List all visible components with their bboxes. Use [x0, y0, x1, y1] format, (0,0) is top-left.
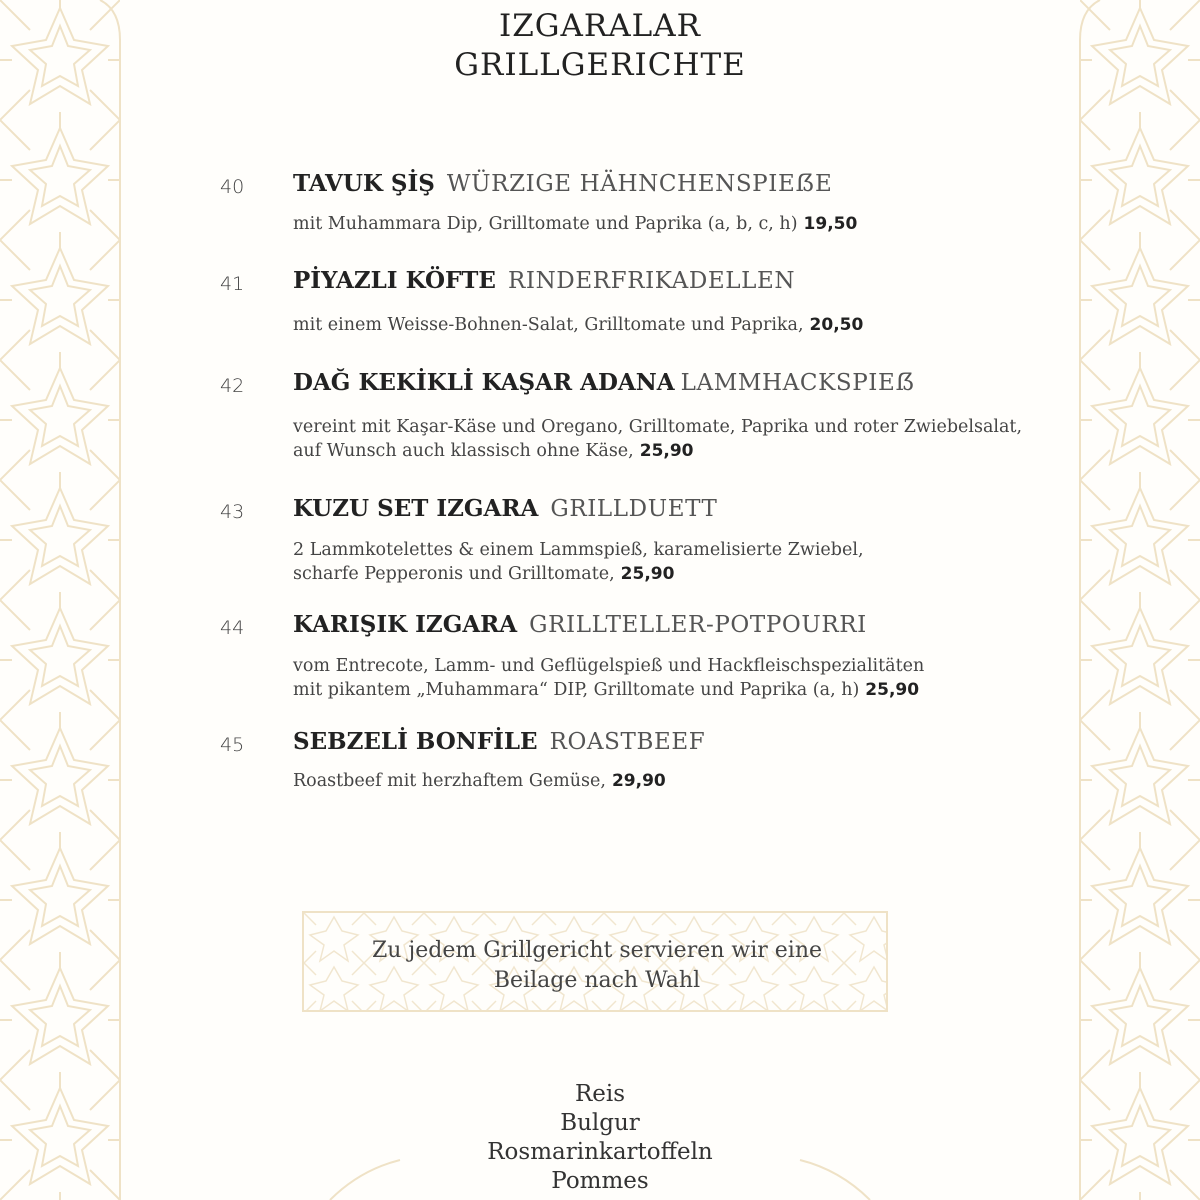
- item-name-turkish: KARIŞIK IZGARA: [293, 611, 518, 638]
- item-number: 40: [220, 176, 245, 198]
- item-description: [293, 313, 863, 337]
- item-name-turkish: TAVUK ŞİŞ: [293, 170, 435, 197]
- pattern-left-icon: [0, 0, 120, 1200]
- item-desc-line1: mit Muhammara Dip, Grilltomate und Paprika (a, b, c, h): [293, 214, 798, 234]
- item-name-german: LAMMHACKSPIEẞ: [680, 370, 916, 396]
- item-price: 20,50: [809, 315, 864, 335]
- item-number: 42: [220, 375, 245, 397]
- item-desc-line1: Roastbeef mit herzhaftem Gemüse,: [293, 771, 606, 791]
- item-desc-line2: auf Wunsch auch klassisch ohne Käse,: [293, 441, 634, 461]
- item-desc-line1: mit einem Weisse-Bohnen-Salat, Grilltomate und Paprika,: [293, 315, 804, 335]
- item-desc-line2-wrap: [293, 678, 924, 702]
- item-name-german: RINDERFRIKADELLEN: [507, 268, 796, 294]
- ornament-right: [1080, 0, 1200, 1200]
- pattern-right-icon: [1080, 0, 1200, 1200]
- side-dish-item: Bulgur: [560, 1110, 640, 1136]
- side-dish-item: Reis: [574, 1081, 626, 1107]
- item-name-german: WÜRZIGE HÄHNCHENSPIEẞE: [446, 171, 833, 197]
- item-title: [293, 369, 915, 396]
- item-name-turkish: PİYAZLI KÖFTE: [293, 267, 496, 294]
- item-title: [293, 170, 832, 197]
- item-title: [293, 611, 867, 638]
- item-number: 45: [220, 734, 245, 756]
- item-description: [293, 538, 864, 586]
- note-line1: Zu jedem Grillgericht servieren wir eine: [371, 938, 823, 963]
- side-dish-note: [302, 911, 888, 1012]
- item-name-german: GRILLDUETT: [550, 496, 718, 522]
- side-dish-item: Rosmarinkartoffeln: [487, 1139, 713, 1165]
- page-title-turkish: IZGARALAR: [499, 8, 701, 44]
- item-description: [293, 212, 857, 236]
- item-name-turkish: SEBZELİ BONFİLE: [293, 728, 538, 755]
- item-number: 44: [220, 617, 245, 639]
- item-price: 25,90: [865, 680, 920, 700]
- item-title: [293, 267, 795, 294]
- item-desc-line2: mit pikantem „Muhammara“ DIP, Grilltomate und Paprika (a, h): [293, 680, 860, 700]
- item-price: 29,90: [611, 771, 666, 791]
- item-description: [293, 769, 666, 793]
- item-title: [293, 728, 705, 755]
- item-name-turkish: DAĞ KEKİKLİ KAŞAR ADANA: [293, 369, 675, 396]
- item-desc-line2-wrap: [293, 439, 1022, 463]
- note-line2: Beilage nach Wahl: [493, 968, 701, 993]
- ornament-left: [0, 0, 120, 1200]
- item-number: 43: [220, 501, 245, 523]
- item-desc-line1: vom Entrecote, Lamm- und Geflügelspieß und Hackfleischspezialitäten: [293, 656, 925, 676]
- item-title: [293, 495, 717, 522]
- note-text: [304, 936, 888, 996]
- item-name-turkish: KUZU SET IZGARA: [293, 495, 539, 522]
- side-dish-list: [0, 1080, 1200, 1196]
- item-desc-line1: 2 Lammkotelettes & einem Lammspieß, karamelisierte Zwiebel,: [293, 540, 864, 560]
- item-desc-line1: vereint mit Kaşar-Käse und Oregano, Grilltomate, Paprika und roter Zwiebelsalat,: [293, 417, 1023, 437]
- item-name-german: ROASTBEEF: [549, 729, 706, 755]
- item-description: [293, 654, 924, 702]
- page-title-german: GRILLGERICHTE: [454, 47, 746, 83]
- item-desc-line2-wrap: [293, 562, 864, 586]
- item-description: [293, 415, 1022, 463]
- item-name-german: GRILLTELLER-POTPOURRI: [529, 612, 867, 638]
- item-number: 41: [220, 273, 245, 295]
- item-price: 25,90: [639, 441, 694, 461]
- side-dish-item: Pommes: [551, 1168, 649, 1194]
- item-price: 25,90: [620, 564, 675, 584]
- item-price: 19,50: [803, 214, 858, 234]
- item-desc-line2: scharfe Pepperonis und Grilltomate,: [293, 564, 615, 584]
